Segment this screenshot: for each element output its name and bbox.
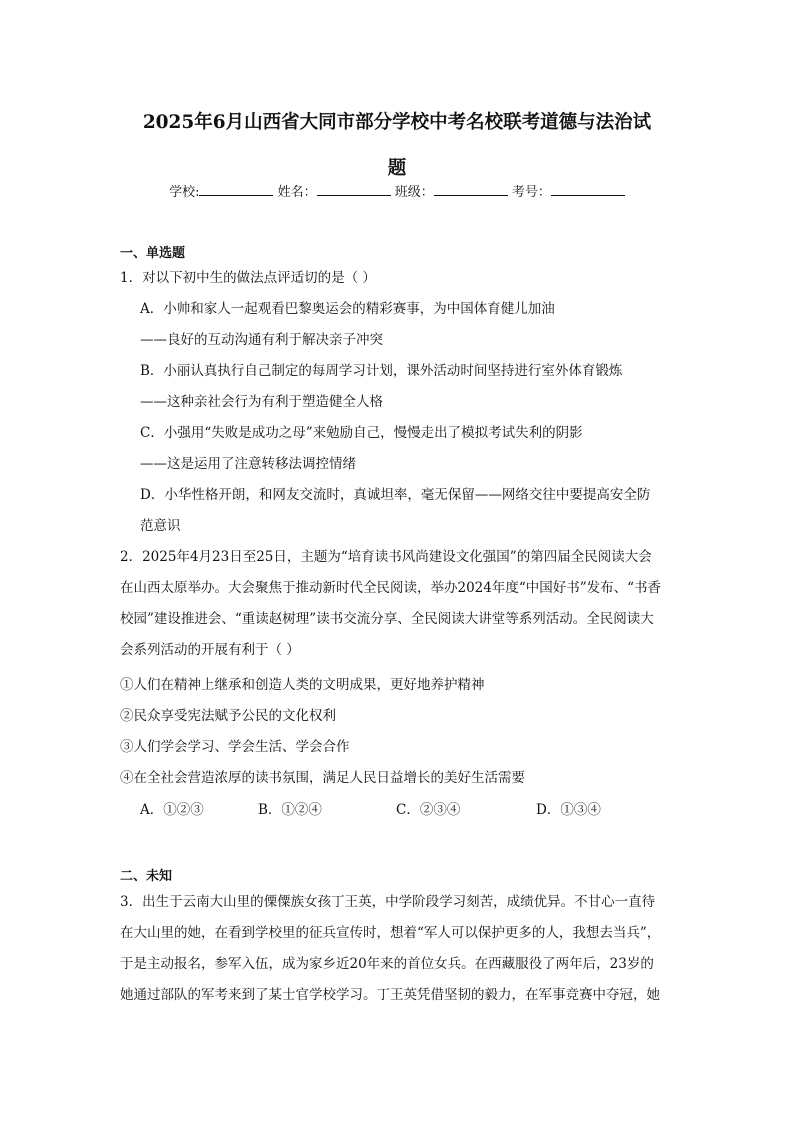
q2-option-c: C．②③④ — [396, 802, 461, 818]
name-blank[interactable] — [317, 181, 391, 196]
q2-option-a: A．①②③ — [140, 802, 204, 818]
class-label: 班级： — [394, 185, 434, 200]
q3-line2: 在大山里的她，在看到学校里的征兵宣传时，想着“军人可以保护更多的人，我想去当兵”， — [120, 925, 661, 941]
q2-option-b: B．①②④ — [258, 802, 322, 818]
q2-stem-line2: 在山西太原举办。大会聚焦于推动新时代全民阅读，举办2024年度“中国好书”发布、“书香 — [120, 580, 662, 596]
exam-title — [100, 100, 694, 192]
title-line-1: 2025年6月山西省大同市部分学校中考名校联考道德与法治试 — [142, 112, 652, 133]
q2-statement-2: ②民众享受宪法赋予公民的文化权利 — [120, 708, 336, 724]
q1-option-a-line1: A．小帅和家人一起观看巴黎奥运会的精彩赛事，为中国体育健儿加油 — [140, 301, 555, 317]
q2-option-d: D．①③④ — [536, 802, 601, 818]
title-line-2: 题 — [387, 158, 407, 179]
q2-statement-3: ③人们学会学习、学会生活、学会合作 — [120, 739, 350, 755]
q1-stem: 1．对以下初中生的做法点评适切的是（ ） — [120, 270, 376, 286]
q1-option-c-line1: C．小强用“失败是成功之母”来勉励自己，慢慢走出了模拟考试失利的阴影 — [140, 425, 583, 441]
q1-option-a-line2: ——良好的互动沟通有利于解决亲子冲突 — [140, 332, 383, 348]
q3-line1: 3．出生于云南大山里的傈僳族女孩丁王英，中学阶段学习刻苦，成绩优异。不甘心一直待 — [120, 894, 656, 910]
q2-stem-line4: 会系列活动的开展有利于（ ） — [120, 642, 300, 658]
q1-option-b-line2: ——这种亲社会行为有利于塑造健全人格 — [140, 394, 383, 410]
school-label: 学校: — [169, 185, 200, 200]
q2-stem-line3: 校园”建设推进会、“重读赵树理”读书交流分享、全民阅读大讲堂等系列活动。全民阅读大 — [120, 611, 654, 627]
q1-option-c-line2: ——这是运用了注意转移法调控情绪 — [140, 456, 356, 472]
q2-statement-4: ④在全社会营造浓厚的读书氛围，满足人民日益增长的美好生活需要 — [120, 770, 525, 786]
school-blank[interactable] — [199, 181, 273, 196]
class-blank[interactable] — [434, 181, 508, 196]
section-1-title: 一、单选题 — [120, 246, 186, 261]
q1-option-d-line1: D．小华性格开朗，和网友交流时，真诚坦率，毫无保留——网络交往中要提高安全防 — [140, 487, 651, 503]
q2-stem-line1: 2．2025年4月23日至25日，主题为“培育读书风尚建设文化强国”的第四届全民阅读大会 — [120, 549, 652, 565]
section-2-title: 二、未知 — [120, 869, 173, 884]
q1-option-b-line1: B．小丽认真执行自己制定的每周学习计划，课外活动时间坚持进行室外体育锻炼 — [140, 363, 623, 379]
number-blank[interactable] — [551, 181, 625, 196]
q1-option-d-line2: 范意识 — [140, 518, 181, 534]
q3-line3: 于是主动报名，参军入伍，成为家乡近20年来的首位女兵。在西藏服役了两年后，23岁的 — [120, 956, 654, 972]
number-label: 考号： — [511, 185, 551, 200]
q2-statement-1: ①人们在精神上继承和创造人类的文明成果，更好地养护精神 — [120, 677, 485, 693]
q3-line4: 她通过部队的军考来到了某士官学校学习。丁王英凭借坚韧的毅力，在军事竞赛中夺冠，她 — [120, 987, 660, 1003]
name-label: 姓名： — [277, 185, 317, 200]
student-info-row — [0, 181, 794, 203]
